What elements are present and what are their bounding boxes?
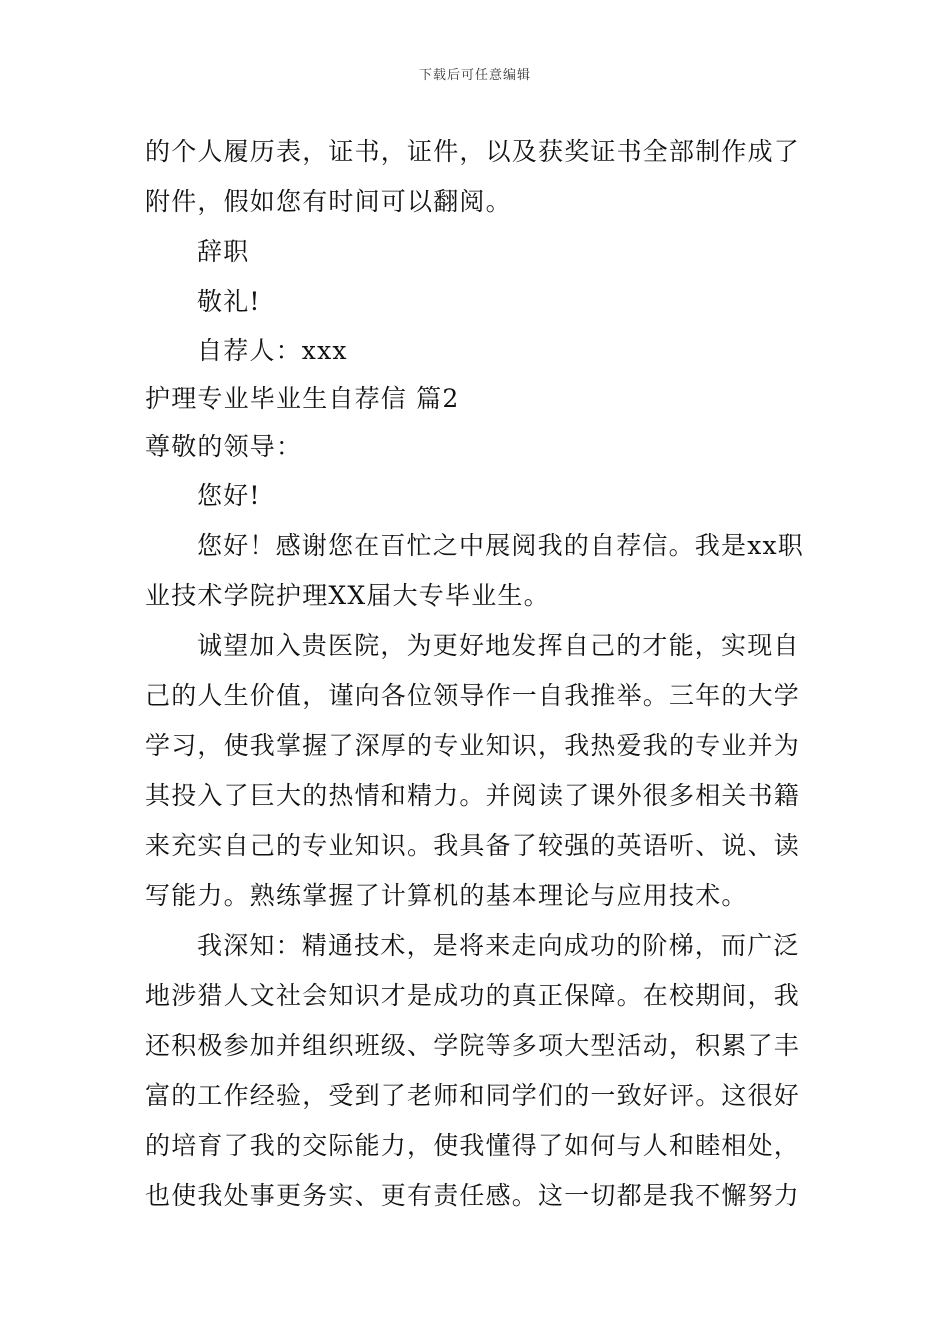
body-line: 富的工作经验，受到了老师和同学们的一致好评。这很好: [145, 1081, 801, 1110]
body-line: 的培育了我的交际能力，使我懂得了如何与人和睦相处，: [145, 1131, 801, 1160]
body-line: 地涉猎人文社会知识才是成功的真正保障。在校期间，我: [145, 981, 801, 1010]
body-line: 附件，假如您有时间可以翻阅。: [145, 187, 512, 216]
body-line: 学习，使我掌握了深厚的专业知识，我热爱我的专业并为: [145, 731, 801, 760]
body-line: 诚望加入贵医院，为更好地发挥自己的才能，实现自: [197, 631, 800, 660]
body-line: 业技术学院护理XX届大专毕业生。: [145, 581, 550, 610]
body-line: 敬礼!: [197, 287, 261, 316]
header-note: 下载后可任意编辑: [418, 68, 531, 83]
section-title: 护理专业毕业生自荐信 篇2: [145, 384, 460, 413]
signature-line: 自荐人：xxx: [197, 336, 348, 365]
body-line: 的个人履历表，证书，证件，以及获奖证书全部制作成了: [145, 137, 801, 166]
document-body: [145, 127, 810, 1221]
body-line: 其投入了巨大的热情和精力。并阅读了课外很多相关书籍: [145, 781, 801, 810]
body-line: 写能力。熟练掌握了计算机的基本理论与应用技术。: [145, 881, 748, 910]
body-line: 您好！感谢您在百忙之中展阅我的自荐信。我是xx职: [197, 531, 805, 560]
body-line: 您好!: [197, 481, 261, 510]
body-line: 来充实自己的专业知识。我具备了较强的英语听、说、读: [145, 831, 801, 860]
body-line: 我深知：精通技术，是将来走向成功的阶梯，而广泛: [197, 931, 800, 960]
body-line: 也使我处事更务实、更有责任感。这一切都是我不懈努力: [145, 1181, 801, 1210]
body-line: 己的人生价值，谨向各位领导作一自我推举。三年的大学: [145, 681, 801, 710]
body-line: 辞职: [197, 237, 250, 266]
salutation: 尊敬的领导：: [145, 432, 303, 461]
body-line: 还积极参加并组织班级、学院等多项大型活动，积累了丰: [145, 1031, 801, 1060]
